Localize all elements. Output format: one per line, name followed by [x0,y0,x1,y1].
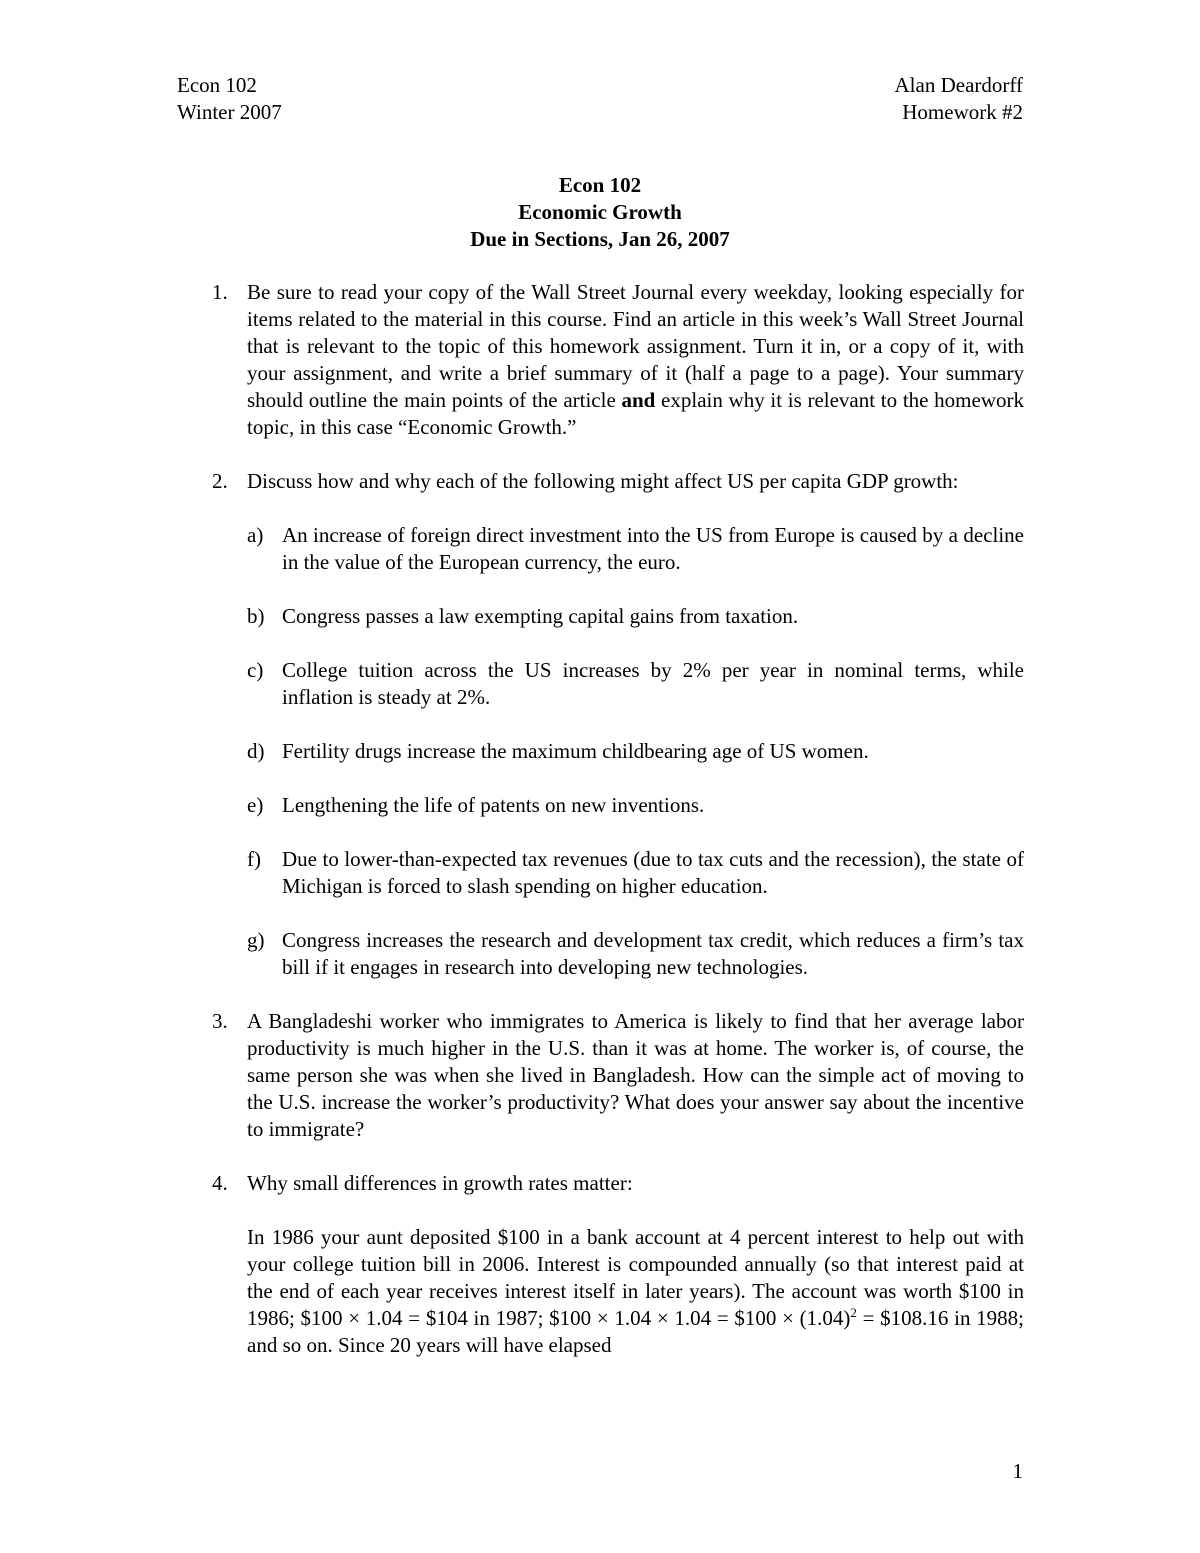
sub-item-a [247,522,1024,576]
term: Winter 2007 [177,100,282,124]
sub-item-text: College tuition across the US increases by 2% per year in nominal terms, while inflation is steady at 2%. [282,658,1024,709]
title-topic: Economic Growth [518,200,682,224]
bold-emphasis: and [621,388,656,412]
sub-item-c [247,657,1024,711]
question-number: 1. [212,280,228,304]
title-due-date: Due in Sections, Jan 26, 2007 [470,227,730,251]
header-right [895,72,1023,126]
sub-item-letter: g) [247,928,265,952]
instructor-name: Alan Deardorff [894,73,1023,97]
sub-item-d [247,738,1024,765]
sub-item-text: Fertility drugs increase the maximum childbearing age of US women. [282,739,869,763]
page-number: 1 [1012,1459,1023,1483]
question-number: 4. [212,1171,228,1195]
question-1 [212,279,1024,441]
sub-item-b [247,603,1024,630]
question-text: Why small differences in growth rates matter: [247,1171,633,1195]
header-left [177,72,282,126]
title-course: Econ 102 [558,173,642,197]
sub-item-f [247,846,1024,900]
sub-item-letter: b) [247,604,265,628]
sub-item-letter: f) [247,847,261,871]
sub-item-g [247,927,1024,981]
course-name: Econ 102 [177,73,257,97]
sub-item-letter: d) [247,739,265,763]
question-text: A Bangladeshi worker who immigrates to America is likely to find that her average labor productivity is much higher in the U.S. than it was at home. The worker is, of course, the same person she was when she lived in Bangladesh. How can the simple act of moving to the U.S. increase the worker’s productivity? What does your answer say about the incentive to immigrate? [247,1009,1024,1141]
sub-item-text: Lengthening the life of patents on new inventions. [282,793,705,817]
question-4 [212,1170,1024,1359]
question-text: Discuss how and why each of the following might affect US per capita GDP growth: [247,469,959,493]
sub-item-letter: c) [247,658,264,682]
sub-item-text: Congress increases the research and development tax credit, which reduces a firm’s tax bill if it engages in research into developing new technologies. [282,928,1024,979]
assignment-label: Homework #2 [902,100,1023,124]
exponent: 2 [850,1305,857,1320]
document-body [212,279,1024,1359]
sub-item-text: An increase of foreign direct investment into the US from Europe is caused by a decline in the value of the European currency, the euro. [282,523,1024,574]
question-text-cont: explain why it is relevant to the homework topic, in this case “Economic Growth.” [247,388,1024,439]
question-text: Be sure to read your copy of the Wall Street Journal every weekday, looking especially for items related to the material in this course. Find an article in this week’s Wall Street Journal that is relevant to the topic of this homework assignment. Turn it in, or a copy of it, with your assignment, and write a brief summary of it (half a page to a page). Your summary should outline the main points of the article [247,280,1024,412]
document-title [0,172,1200,253]
question-2 [212,468,1024,981]
question-number: 3. [212,1009,228,1033]
sub-item-text: Due to lower-than-expected tax revenues (due to tax cuts and the recession), the state of Michigan is forced to slash spending on higher education. [282,847,1024,898]
paragraph-text: In 1986 your aunt deposited $100 in a bank account at 4 percent interest to help out with your college tuition bill in 2006. Interest is compounded annually (so that interest paid at the end of each year receives interest itself in later years). The account was worth $100 in 1986; $100 × 1.04 = $104 in 1987; $100 × 1.04 × 1.04 = $100 × (1.04) [247,1225,1024,1330]
sub-item-letter: a) [247,523,264,547]
sub-item-text: Congress passes a law exempting capital gains from taxation. [282,604,799,628]
sub-item-letter: e) [247,793,264,817]
question-3 [212,1008,1024,1143]
interest-paragraph [247,1224,1024,1359]
question-number: 2. [212,469,228,493]
sub-item-e [247,792,1024,819]
paragraph-text-cont: = $108.16 in 1988; and so on. Since 20 years will have elapsed [247,1306,1024,1357]
